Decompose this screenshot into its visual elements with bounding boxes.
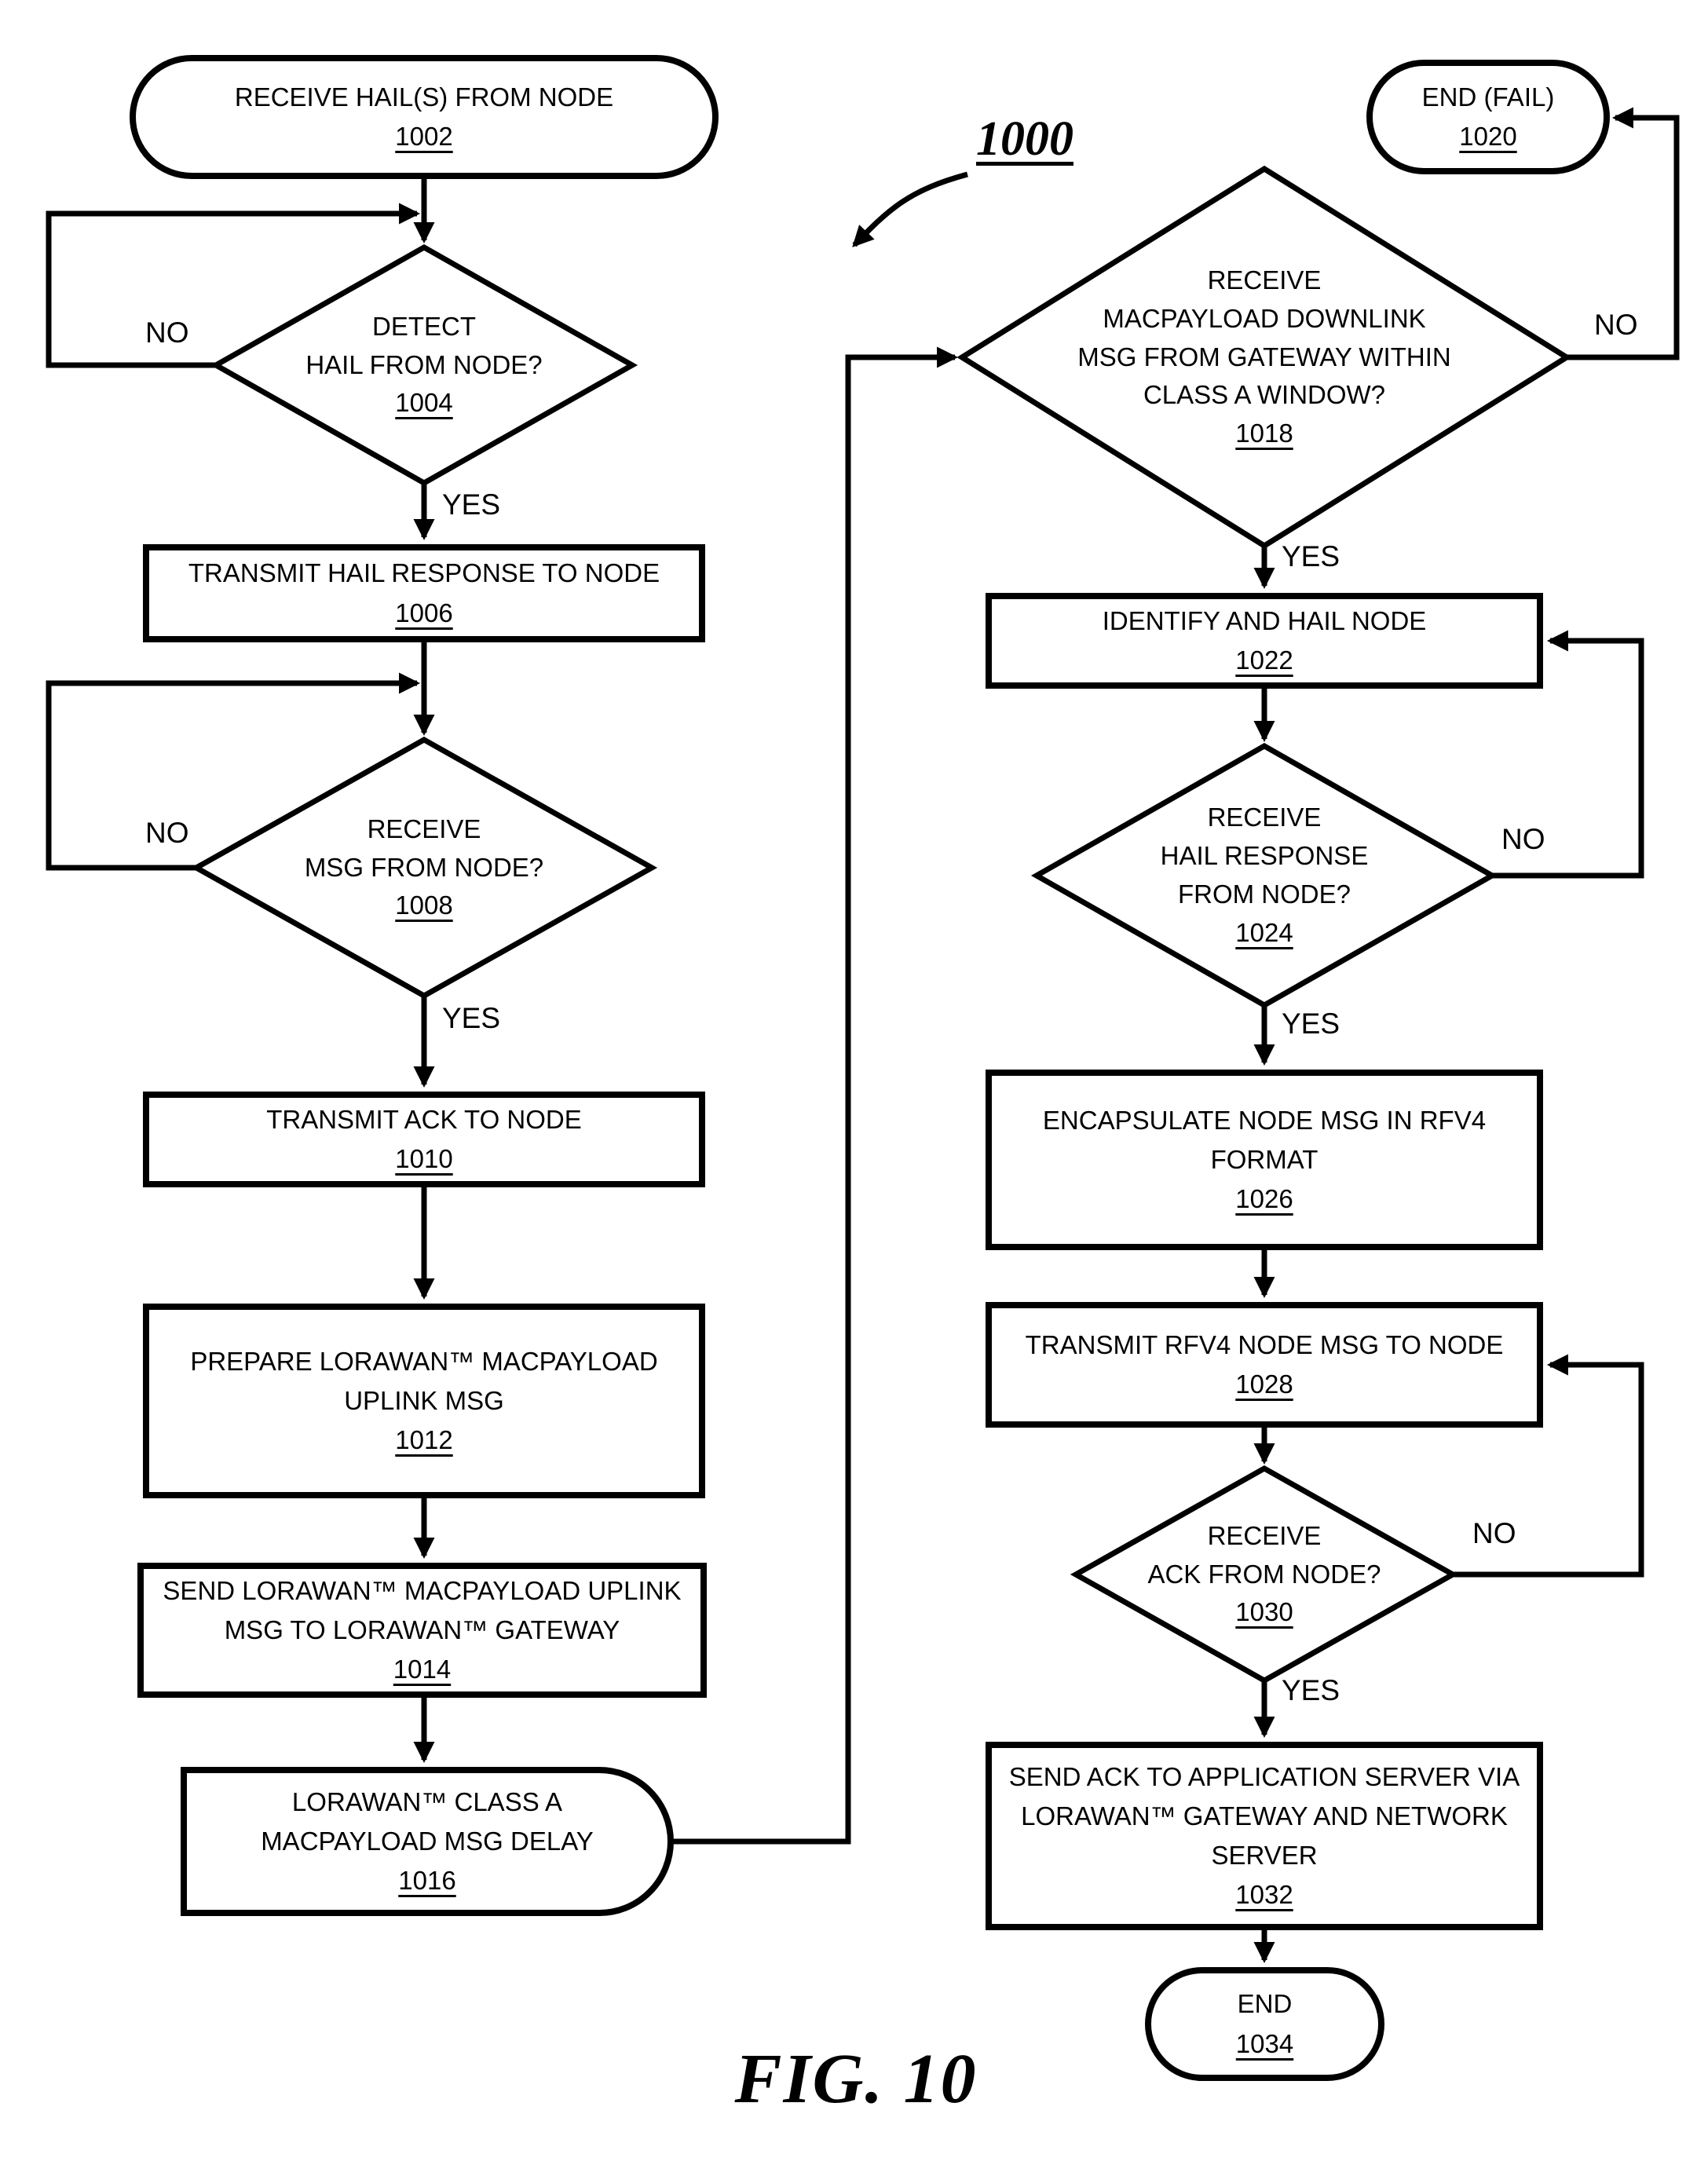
node-1030-ref: 1030 <box>1235 1597 1293 1627</box>
node-1030-label-line1: RECEIVE <box>1207 1520 1322 1550</box>
node-1002-receive-hails <box>130 55 719 179</box>
node-1016-ref: 1016 <box>398 1866 456 1896</box>
edge-label-yes-1004: YES <box>442 488 501 521</box>
node-1012-prepare-uplink-msg <box>143 1304 705 1498</box>
node-1022-label: IDENTIFY AND HAIL NODE <box>1102 605 1427 635</box>
node-1026-encapsulate-rfv4 <box>986 1070 1543 1250</box>
node-1008-label-line2: MSG FROM NODE? <box>304 852 544 882</box>
edge-label-yes-1024: YES <box>1282 1008 1340 1040</box>
node-1014-label-line2: MSG TO LORAWAN™ GATEWAY <box>224 1615 620 1644</box>
edge-label-yes-1018: YES <box>1282 540 1340 572</box>
node-1014-label-line1: SEND LORAWAN™ MACPAYLOAD UPLINK <box>163 1575 682 1605</box>
edge-label-no-1018: NO <box>1594 309 1638 341</box>
edge-label-no-1008: NO <box>145 817 189 849</box>
node-1018-label-line3: MSG FROM GATEWAY WITHIN <box>1077 342 1451 371</box>
node-1020-end-fail <box>1366 60 1610 174</box>
node-1014-send-uplink-msg <box>137 1563 707 1698</box>
node-1022-ref: 1022 <box>1235 645 1293 675</box>
decision-1024-text <box>1029 797 1500 954</box>
figure-reference-number: 1000 <box>976 112 1073 166</box>
node-1032-ref: 1032 <box>1235 1880 1293 1910</box>
node-1018-label-line1: RECEIVE <box>1207 265 1322 294</box>
node-1024-label-line3: FROM NODE? <box>1177 880 1351 909</box>
node-1018-ref: 1018 <box>1235 419 1293 448</box>
node-1026-label-line2: FORMAT <box>1210 1144 1318 1174</box>
node-1024-ref: 1024 <box>1235 917 1293 947</box>
node-1002-ref: 1002 <box>395 122 453 151</box>
node-1026-label-line1: ENCAPSULATE NODE MSG IN RFV4 <box>1042 1105 1487 1135</box>
edge-label-yes-1008: YES <box>442 1002 501 1034</box>
node-1018-label-line4: CLASS A WINDOW? <box>1143 380 1386 410</box>
node-1022-identify-and-hail <box>986 593 1543 689</box>
edge-label-no-1024: NO <box>1501 823 1545 855</box>
decision-1004-text <box>220 306 628 424</box>
node-1012-label-line2: UPLINK MSG <box>344 1385 504 1415</box>
connector-1016-to-1018 <box>672 357 955 1841</box>
node-1012-label-line1: PREPARE LORAWAN™ MACPAYLOAD <box>190 1346 658 1376</box>
node-1006-transmit-hail-response <box>143 544 705 642</box>
node-1024-label-line2: HAIL RESPONSE <box>1160 841 1369 871</box>
node-1010-label: TRANSMIT ACK TO NODE <box>266 1104 582 1134</box>
node-1032-send-ack-to-app-server <box>986 1742 1543 1930</box>
node-1032-label-line1: SEND ACK TO APPLICATION SERVER VIA <box>1008 1761 1520 1791</box>
node-1008-ref: 1008 <box>395 891 453 920</box>
edge-label-yes-1030: YES <box>1282 1674 1340 1706</box>
decision-1018-text <box>997 261 1531 454</box>
decision-1030-text <box>1088 1518 1441 1631</box>
node-1006-ref: 1006 <box>395 598 453 627</box>
node-1026-ref: 1026 <box>1235 1184 1293 1214</box>
node-1034-end <box>1145 1967 1384 2081</box>
node-1020-label: END (FAIL) <box>1421 82 1555 112</box>
node-1004-label-line2: HAIL FROM NODE? <box>305 349 543 379</box>
node-1016-label-line1: LORAWAN™ CLASS A <box>291 1786 563 1816</box>
node-1034-label: END <box>1237 1989 1293 2019</box>
node-1010-ref: 1010 <box>395 1144 453 1173</box>
node-1012-ref: 1012 <box>395 1425 453 1455</box>
node-1010-transmit-ack <box>143 1092 705 1187</box>
node-1032-label-line2: LORAWAN™ GATEWAY AND NETWORK <box>1021 1801 1508 1830</box>
node-1028-ref: 1028 <box>1235 1370 1293 1399</box>
node-1002-label: RECEIVE HAIL(S) FROM NODE <box>234 82 614 112</box>
edge-label-no-1030: NO <box>1472 1517 1516 1549</box>
node-1004-ref: 1004 <box>395 388 453 418</box>
node-1006-label: TRANSMIT HAIL RESPONSE TO NODE <box>188 558 660 588</box>
node-1034-ref: 1034 <box>1235 2028 1294 2058</box>
node-1032-label-line3: SERVER <box>1211 1841 1318 1870</box>
node-1018-label-line2: MACPAYLOAD DOWNLINK <box>1103 303 1426 333</box>
node-1024-label-line1: RECEIVE <box>1207 803 1322 832</box>
node-1014-ref: 1014 <box>393 1655 452 1684</box>
reference-1000-pointer-arrow <box>854 174 967 245</box>
figure-caption: FIG. 10 <box>734 2040 978 2118</box>
node-1028-transmit-rfv4-msg <box>986 1302 1543 1428</box>
node-1020-ref: 1020 <box>1459 122 1517 151</box>
node-1008-label-line1: RECEIVE <box>367 814 481 843</box>
node-1030-label-line2: ACK FROM NODE? <box>1147 1559 1381 1589</box>
node-1028-label: TRANSMIT RFV4 NODE MSG TO NODE <box>1025 1329 1504 1359</box>
node-1016-label-line2: MACPAYLOAD MSG DELAY <box>261 1826 594 1856</box>
decision-1008-text <box>188 809 660 927</box>
edge-label-no-1004: NO <box>145 316 189 349</box>
node-1016-class-a-msg-delay <box>181 1767 674 1916</box>
node-1004-label-line1: DETECT <box>372 311 476 341</box>
